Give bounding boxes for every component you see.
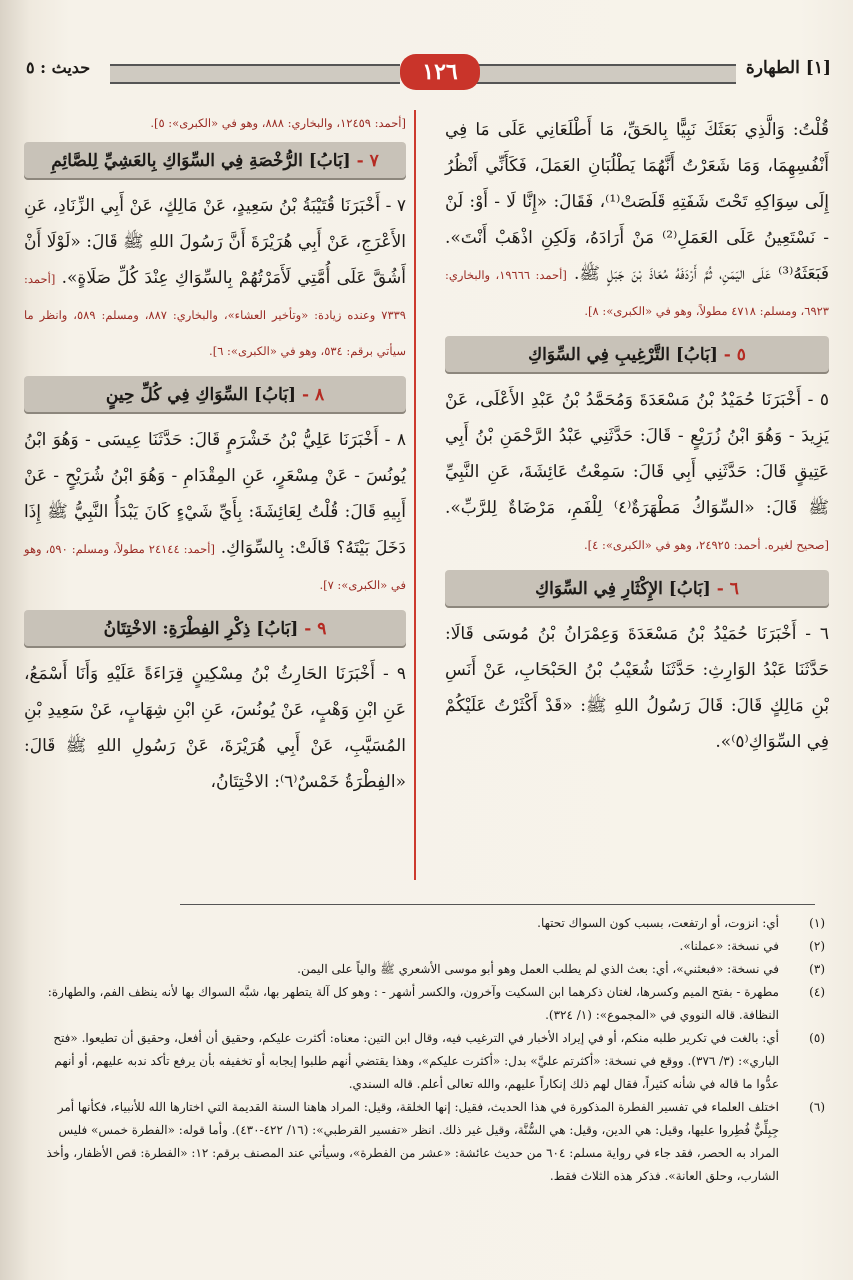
page-header bbox=[20, 54, 831, 94]
footnote-number: (٦) bbox=[809, 1100, 825, 1114]
hadith-text bbox=[445, 112, 829, 328]
hadith-7 bbox=[24, 188, 406, 368]
hadith-reference: [أحمد: ٧٣٣٩ وعنده زيادة: «وتأخير العشاء»، والبخاري: ٨٨٧، ومسلم: ٥٨٩، وانظر ما سيأتي برقم: ٥٣٤، وهو في «الكبرى»: ٦]. bbox=[24, 272, 406, 358]
hadith-reference: [أحمد: ٢٤١٤٤ مطولاً، ومسلم: ٥٩٠، وهو في «الكبرى»: ٧]. bbox=[24, 542, 406, 592]
footnote-number: (١) bbox=[809, 916, 825, 930]
footnote bbox=[30, 912, 825, 935]
banner-title: [بَابُ] السِّوَاكِ فِي كُلِّ حِينٍ bbox=[105, 385, 297, 405]
chapter-banner-7 bbox=[24, 142, 406, 180]
hadith-text: ٧ - أَخْبَرَنَا قُتَيْبَةُ بْنُ سَعِيدٍ، عَنْ مَالِكٍ، عَنْ أَبِي الزِّنَادِ، عَنِ الأَعْرَجِ، عَنْ أَبِي هُرَيْرَةَ أَنَّ رَسُولَ اللهِ ﷺ قَالَ: «لَوْلَا أَنْ أَشُقَّ عَلَى أُمَّتِي لَأَمَرْتُهُمْ بِالسِّوَاكِ عِنْدَ كُلِّ صَلَاةٍ». bbox=[24, 196, 406, 288]
chapter-banner-5 bbox=[445, 336, 829, 374]
hadith-text: ٦ - أَخْبَرَنَا حُمَيْدُ بْنُ مَسْعَدَةَ وَعِمْرَانُ بْنُ مُوسَى قَالَا: حَدَّثَنَا عَبْدُ الوَارِثِ: حَدَّثَنَا شُعَيْبُ بْنُ الحَبْحَابِ، عَنْ أَنَسِ بْنِ مَالِكٍ قَالَ: قَالَ رَسُولُ اللهِ ﷺ: «قَدْ أَكْثَرْتُ عَلَيْكُمْ فِي السِّوَاكِ⁽٥⁾». bbox=[445, 624, 829, 752]
footnote-number: (٣) bbox=[809, 962, 825, 976]
banner-number: ٨ - bbox=[301, 385, 325, 405]
column-divider bbox=[414, 110, 416, 880]
footnote-number: (٥) bbox=[809, 1031, 825, 1045]
footnote-text: أي: بالغت في تكرير طلبه منكم، أو في إيراد الأخبار في الترغيب فيه، وقال ابن التين: معناه: أكثرت عليكم، وحقيق أن أفعل، وحقيق أن تطيعوا. «فتح الباري»: (٣/ ٣٧٦). ووقع في نسخة: «أكثرتم عليَّ» بدل: «أكثرت عليكم»، وهذا يقتضي أنهم طلبوا إيجابه أو تخفيفه بأن يرفع تأكد ندبه عليهم، أو أنهم عدُّوا ما قاله في شأنه كثيراً، فقال لهم ذلك إنكاراً عليهم، والله تعالى أعلم. قاله السندي. bbox=[53, 1031, 779, 1091]
hadith-9 bbox=[24, 656, 406, 800]
chapter-banner-8 bbox=[24, 376, 406, 414]
hadith-text: ٩ - أَخْبَرَنَا الحَارِثُ بْنُ مِسْكِينٍ قِرَاءَةً عَلَيْهِ وَأَنَا أَسْمَعُ، عَنِ ابْنِ وَهْبٍ، عَنْ يُونُسَ، عَنِ ابْنِ شِهَابٍ، عَنْ سَعِيدِ بْنِ المُسَيَّبِ، عَنْ أَبِي هُرَيْرَةَ، عَنْ رَسُولِ اللهِ ﷺ قَالَ: «الفِطْرَةُ خَمْسٌ⁽٦⁾: الاخْتِتَانُ، bbox=[24, 664, 406, 792]
footnote-separator bbox=[180, 904, 815, 905]
footnote bbox=[30, 958, 825, 981]
footnote bbox=[30, 1027, 825, 1096]
banner-title: [بَابُ] ذِكْرِ الفِطْرَةِ: الاخْتِتَانُ bbox=[103, 619, 299, 639]
banner-number: ٧ - bbox=[356, 151, 379, 171]
chapter-title: [١] الطهارة bbox=[745, 58, 831, 78]
footnote bbox=[30, 1096, 825, 1188]
right-column bbox=[445, 112, 829, 764]
chapter-banner-6 bbox=[445, 570, 829, 608]
hadith-reference: [صحيح لغيره. أحمد: ٢٤٩٢٥، وهو في «الكبرى»: ٤]. bbox=[584, 538, 829, 552]
footnote-text: مطهرة - بفتح الميم وكسرها، لغتان ذكرهما ابن السكيت وآخرون، والكسر أشهر - : وهو كل آلة يتطهر بها، شبَّه السواك بها لأنه ينظف الفم، والطهارة: النظافة. قاله النووي في «المجموع»: (١/ ٣٢٤). bbox=[47, 985, 779, 1022]
footnote-number: (٢) bbox=[809, 939, 825, 953]
footnotes bbox=[30, 912, 825, 1188]
hadith-reference: [أحمد: ١٩٦٦٦، والبخاري: ٦٩٢٣، ومسلم: ٤٧١٨ مطولاً، وهو في «الكبرى»: ٨]. bbox=[445, 268, 829, 318]
banner-title: [بَابُ] التَّرْغِيبِ فِي السِّوَاكِ bbox=[528, 345, 718, 365]
hadith-6 bbox=[445, 616, 829, 760]
banner-number: ٥ - bbox=[723, 345, 746, 365]
chapter-banner-9 bbox=[24, 610, 406, 648]
footnote bbox=[30, 935, 825, 958]
hadith-indicator: حديث : ٥ bbox=[26, 58, 91, 77]
hadith-text: ٥ - أَخْبَرَنَا حُمَيْدُ بْنُ مَسْعَدَةَ وَمُحَمَّدُ بْنُ عَبْدِ الأَعْلَى، عَنْ يَزِيدَ - وَهُوَ ابْنُ زُرَيْعٍ - قَالَ: حَدَّثَنِي عَبْدُ الرَّحْمَنِ بْنُ أَبِي عَتِيقٍ قَالَ: حَدَّثَنِي أَبِي قَالَ: سَمِعْتُ عَائِشَةَ، عَنِ النَّبِيِّ ﷺ قَالَ: «السِّوَاكُ مَطْهَرَةٌ⁽٤⁾ لِلْفَمِ، مَرْضَاةٌ لِلرَّبِّ». bbox=[445, 390, 829, 518]
footnote-text: في نسخة: «فبعثني»، أي: بعث الذي لم يطلب العمل وهو أبو موسى الأشعري ﷺ والياً على اليمن. bbox=[297, 962, 779, 976]
hadith-8 bbox=[24, 422, 406, 602]
footnote-number: (٤) bbox=[809, 985, 825, 999]
hadith-reference: [أحمد: ١٢٤٥٩، والبخاري: ٨٨٨، وهو في «الكبرى»: ٥]. bbox=[150, 116, 406, 130]
footnote-text: في نسخة: «عملنا». bbox=[679, 939, 779, 953]
hadith-text: ٨ - أَخْبَرَنَا عَلِيُّ بْنُ خَشْرَمٍ قَالَ: حَدَّثَنَا عِيسَى - وَهُوَ ابْنُ يُونُسَ - عَنْ مِسْعَرٍ، عَنِ المِقْدَامِ - وَهُوَ ابْنُ شُرَيْحٍ - عَنْ أَبِيهِ قَالَ: قُلْتُ لِعَائِشَةَ: بِأَيِّ شَيْءٍ كَانَ يَبْدَأُ النَّبِيُّ ﷺ إِذَا دَخَلَ بَيْتَهُ؟ قَالَتْ: بِالسِّوَاكِ. bbox=[24, 430, 406, 558]
banner-title: [بَابُ] الإِكْثَارِ فِي السِّوَاكِ bbox=[535, 579, 711, 599]
footnote bbox=[30, 981, 825, 1027]
hadith-continuation: قُلْتُ: وَالَّذِي بَعَثَكَ نَبِيًّا بِالحَقِّ، مَا أَطْلَعَانِي عَلَى مَا فِي أَنْفُسِهِمَا، وَمَا شَعَرْتُ أَنَّهُمَا يَطْلُبَانِ العَمَلَ، فَكَأَنِّي أَنْظُرُ إِلَى سِوَاكِهِ تَحْتَ شَفَتِهِ قَلَصَتْ⁽¹⁾، فَقَالَ: «إِنَّا لَا - أَوْ: لَنْ - نَسْتَعِينُ عَلَى العَمَلِ⁽²⁾ مَنْ أَرَادَهُ، وَلَكِنِ اذْهَبْ أَنْتَ». فَبَعَثَهُ⁽³⁾ عَلَى اليَمَنِ، ثُمَّ أَرْدَفَهُ مُعَاذَ بْنَ جَبَلٍ ﷺ. bbox=[445, 120, 830, 284]
footnote-text: اختلف العلماء في تفسير الفطرة المذكورة في هذا الحديث، فقيل: إنها الخلقة، وقيل: المراد هاهنا السنة القديمة التي اختارها الله للأنبياء، فكأنها أمر جِبِلِّيٌّ فُطِروا عليها، وقيل: هي الدين، وقيل: هي السُّنَّة، وقيل غير ذلك. انظر «تفسير القرطبي»: (١٦/ ٤٢٢-٤٣٠). وأما قوله: «الفطرة خمس» فليس المراد به الحصر، فقد جاء في رواية مسلم: ٦٠٤ من حديث عائشة: «عشر من الفطرة»، وسيأتي عند المصنف برقم: ١٢: «الفطرة: قص الأظفار، وأخذ الشارب، وحلق العانة». فذكر هذه الثلاث فقط. bbox=[46, 1100, 779, 1183]
page-number: ١٢٦ bbox=[400, 54, 480, 90]
header-rule-left bbox=[110, 64, 400, 84]
left-column bbox=[24, 112, 406, 804]
footnote-text: أي: انزوت، أو ارتفعت، بسبب كون السواك تحتها. bbox=[537, 916, 779, 930]
header-rule-right bbox=[461, 64, 736, 84]
hadith-5 bbox=[445, 382, 829, 562]
banner-number: ٦ - bbox=[716, 579, 739, 599]
banner-number: ٩ - bbox=[304, 619, 327, 639]
banner-title: [بَابُ] الرُّخْصَةِ فِي السِّوَاكِ بِالعَشِيِّ لِلصَّائِمِ bbox=[51, 151, 351, 171]
